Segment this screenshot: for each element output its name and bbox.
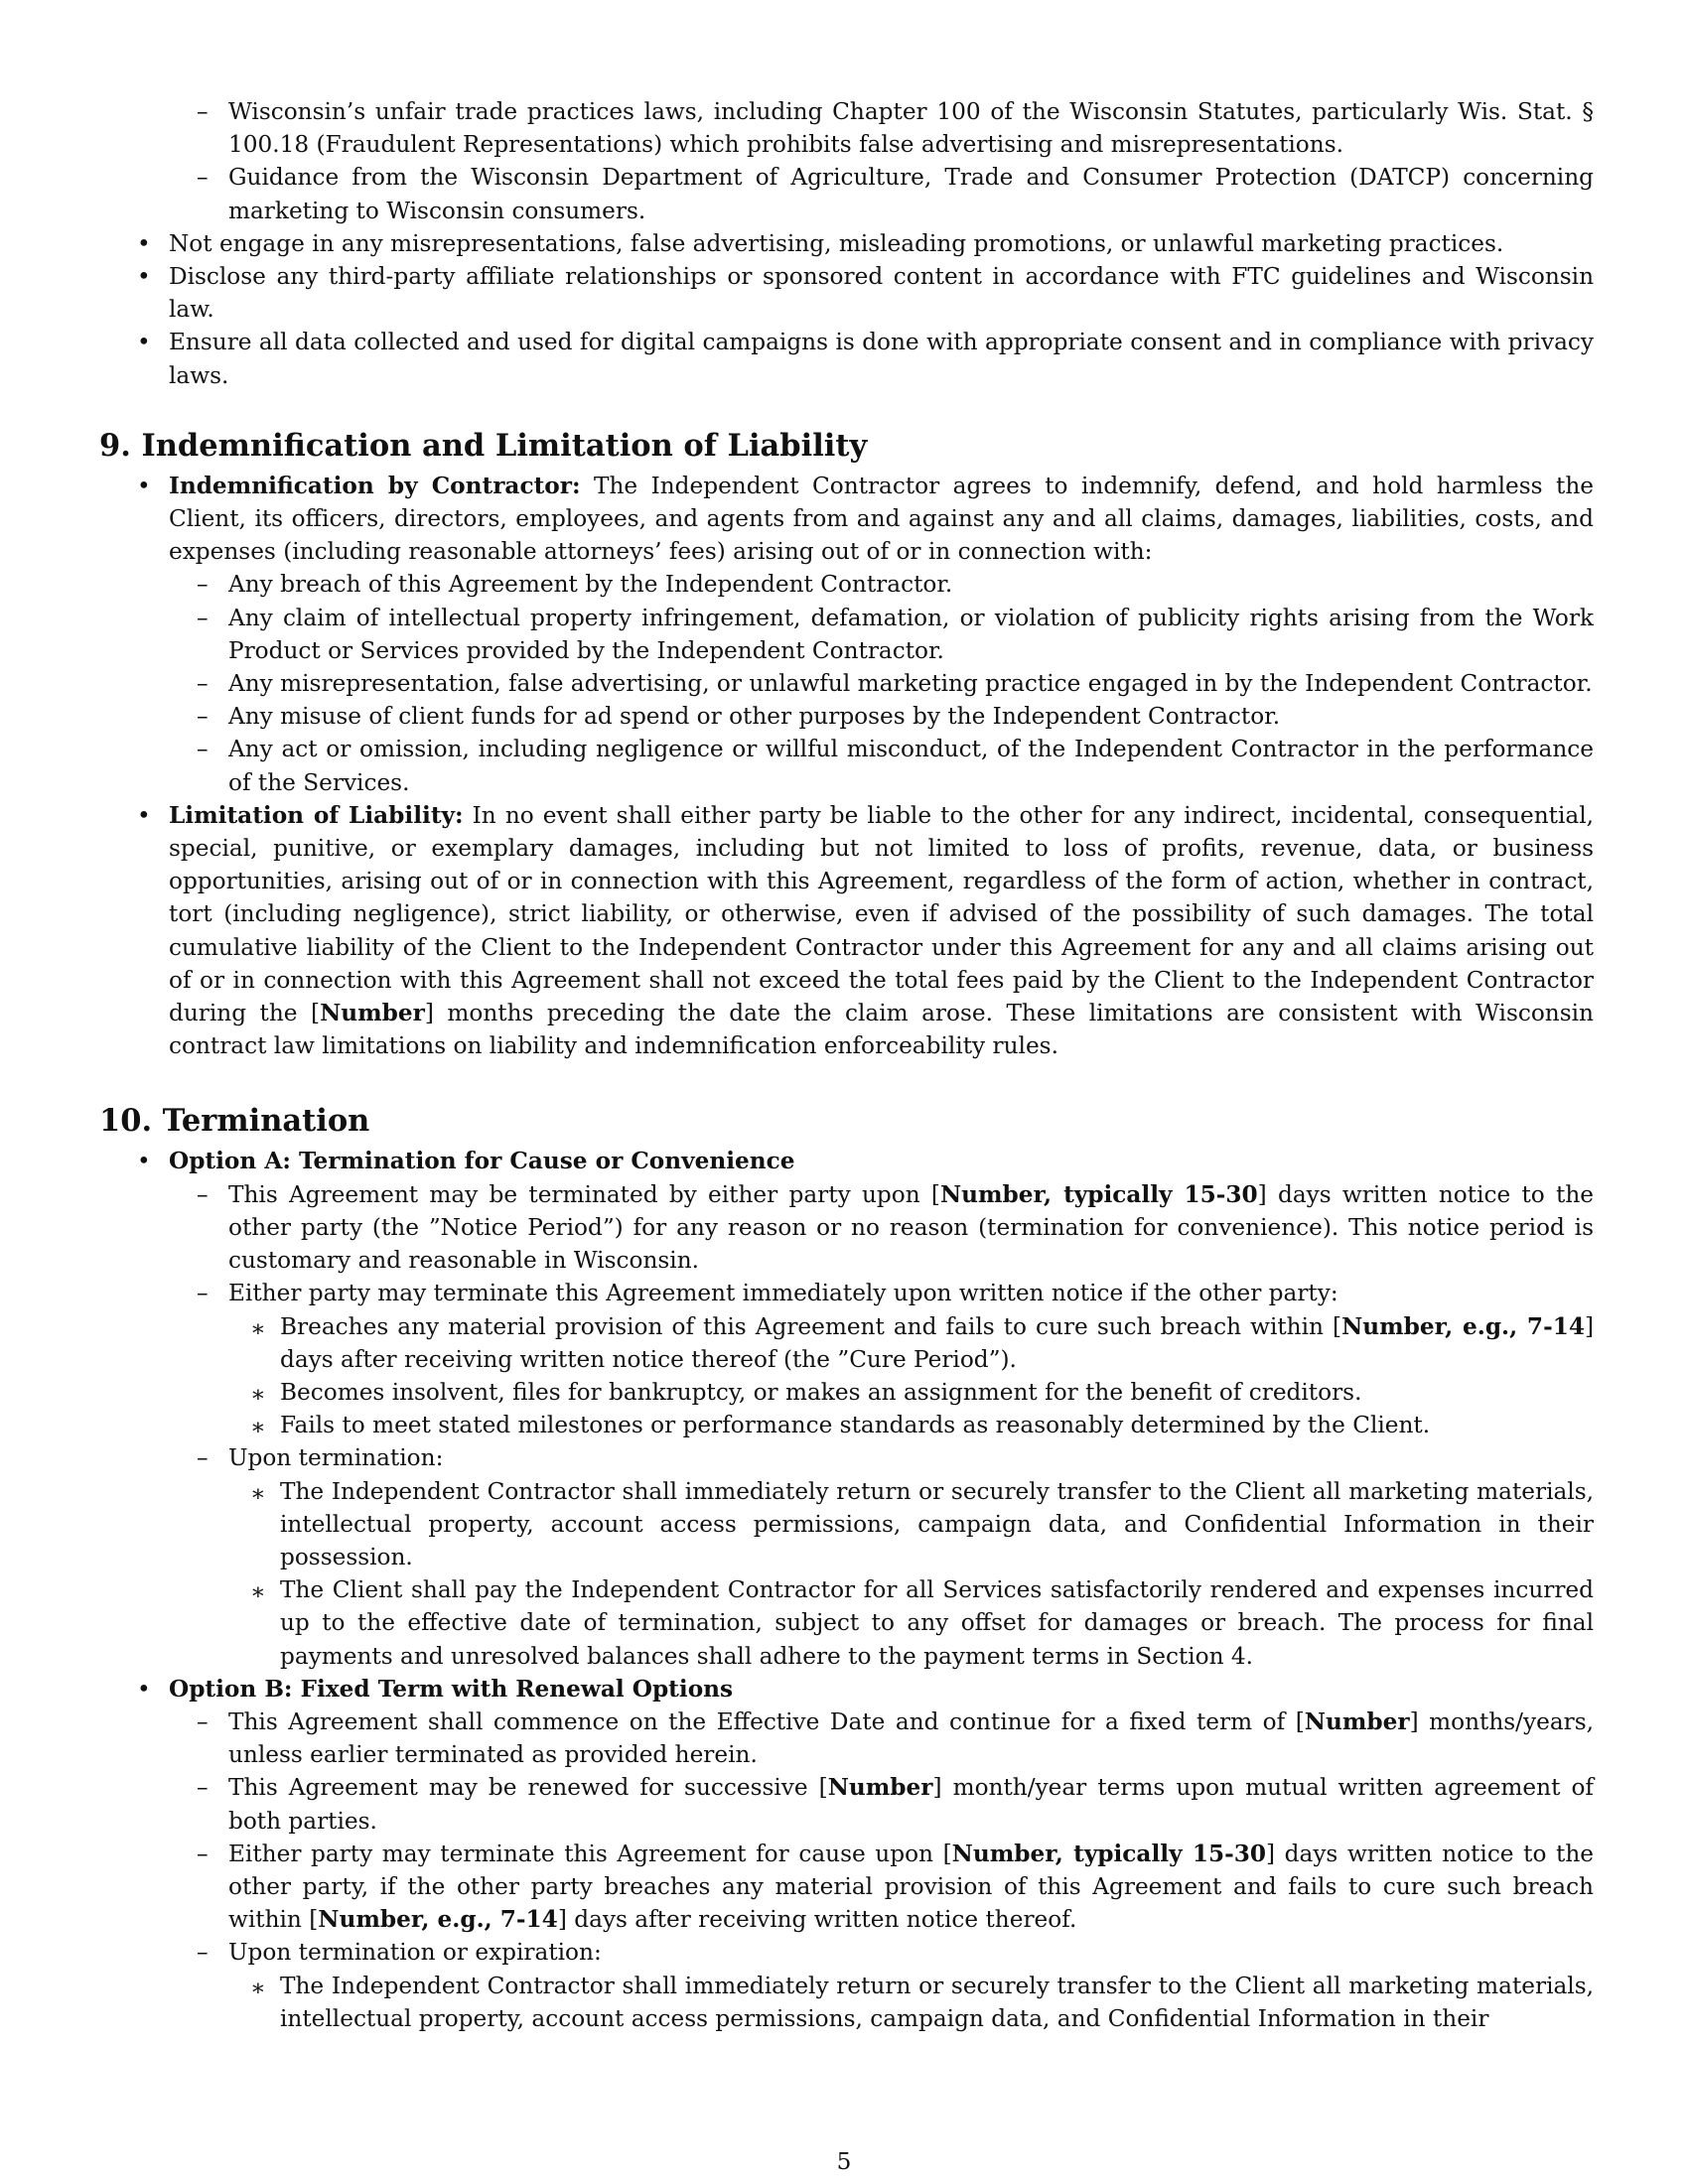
list-item: [99, 1376, 1594, 1409]
item-text-end: ] days after receiving written notice thereof (the ”Cure Period”).: [280, 1312, 1595, 1373]
indemnification-label: Indemnification by Contractor:: [169, 472, 581, 499]
dash-bullet: –: [197, 1774, 209, 1802]
item-text: This Agreement may be renewed for successive [: [228, 1774, 828, 1802]
star-bullet: ∗: [250, 1974, 266, 2001]
item-text: Any misuse of client funds for ad spend or other purposes by the Independent Contractor.: [228, 703, 1281, 731]
item-text: Guidance from the Wisconsin Department of Agriculture, Trade and Consumer Protection (DATCP) concerning marketing to Wisconsin consumers.: [228, 164, 1594, 224]
list-item: [99, 1475, 1594, 1574]
dash-bullet: –: [197, 1280, 209, 1307]
dot-bullet: •: [137, 1675, 151, 1703]
dash-bullet: –: [197, 703, 209, 731]
dot-bullet: •: [137, 229, 151, 257]
option-b-label: Option B: Fixed Term with Renewal Options: [169, 1675, 734, 1703]
page-number: 5: [836, 2148, 852, 2175]
item-text: The Independent Contractor shall immediately return or securely transfer to the Client all marketing materials, intellectual property, account access permissions, campaign data, and Confidential Information in their: [280, 1972, 1594, 2032]
limitation-item: [99, 799, 1594, 1063]
star-bullet: ∗: [250, 1314, 266, 1342]
item-text: Ensure all data collected and used for digital campaigns is done with appropriate consent and in compliance with privacy laws.: [169, 329, 1594, 389]
list-item: [99, 1409, 1594, 1441]
star-bullet: ∗: [250, 1414, 266, 1441]
list-item: [99, 1277, 1594, 1309]
item-text-end: ] months/years, unless earlier terminated as provided herein.: [228, 1707, 1594, 1769]
dash-bullet: –: [197, 1707, 209, 1735]
item-text: Any breach of this Agreement by the Independent Contractor.: [228, 571, 953, 599]
item-text-end: ] days after receiving written notice thereof.: [557, 1906, 1077, 1934]
item-text: Not engage in any misrepresentations, false advertising, misleading promotions, or unlawful marketing practices.: [169, 229, 1504, 257]
placeholder-number: Number, e.g., 7-14: [1341, 1312, 1585, 1340]
item-text: Upon termination or expiration:: [228, 1939, 602, 1967]
item-text: Any claim of intellectual property infringement, defamation, or violation of publicity rights arising from the Work Product or Services provided by the Independent Contractor.: [228, 604, 1594, 664]
list-item: [99, 260, 1594, 326]
dash-bullet: –: [197, 1444, 209, 1472]
item-text-end: ] days written notice to the other party (the ”Notice Period”) for any reason or no reason (termination for convenience). This notice period is customary and reasonable in Wisconsin.: [228, 1180, 1594, 1275]
section-9-heading: 9. Indemnification and Limitation of Liability: [99, 427, 868, 464]
item-text: This Agreement shall commence on the Effective Date and continue for a fixed term of [: [228, 1707, 1305, 1735]
dash-bullet: –: [197, 1180, 209, 1208]
placeholder-number: Number, e.g., 7-14: [318, 1906, 558, 1934]
list-item: [99, 1970, 1594, 2035]
list-item: [99, 602, 1594, 667]
list-item: [99, 227, 1594, 260]
option-b-item: [99, 1673, 1594, 1706]
list-item: [99, 733, 1594, 798]
placeholder-number: Number: [827, 1774, 933, 1802]
dash-bullet: –: [197, 736, 209, 763]
dot-bullet: •: [137, 329, 151, 356]
list-item: [99, 1838, 1594, 1937]
item-text-end: ] month/year terms upon mutual written agreement of both parties.: [228, 1774, 1594, 1835]
item-text-mid: ] days written notice to the other party, if the other party breaches any material provision of this Agreement and fails to cure such breach within [: [228, 1840, 1594, 1934]
item-text: Fails to meet stated milestones or performance standards as reasonably determined by the Client.: [280, 1412, 1431, 1439]
dot-bullet: •: [137, 263, 151, 291]
placeholder-number: Number, typically 15-30: [939, 1180, 1258, 1208]
dash-bullet: –: [197, 604, 209, 631]
option-a-label: Option A: Termination for Cause or Convenience: [169, 1148, 795, 1175]
dash-bullet: –: [197, 164, 209, 192]
star-bullet: ∗: [250, 1578, 266, 1606]
item-text: Either party may terminate this Agreement immediately upon written notice if the other party:: [228, 1280, 1338, 1307]
list-item: [99, 1441, 1594, 1474]
dot-bullet: •: [137, 801, 151, 829]
item-text: This Agreement may be terminated by either party upon [: [228, 1180, 940, 1208]
item-text: Any misrepresentation, false advertising, or unlawful marketing practice engaged in by the Independent Contractor.: [228, 670, 1593, 698]
item-text: Any act or omission, including negligence or willful misconduct, of the Independent Contractor in the performance of the Services.: [228, 736, 1594, 796]
item-text: The Client shall pay the Independent Contractor for all Services satisfactorily rendered and expenses incurred up to the effective date of termination, subject to any offset for damages or breach. The process for final payments and unresolved balances shall adhere to the payment terms in Section 4.: [280, 1576, 1594, 1670]
list-item: [99, 700, 1594, 733]
list-item: [99, 1310, 1594, 1376]
limitation-text-end: ] months preceding the date the claim arose. These limitations are consistent with Wisconsin contract law limitations on liability and indemnification enforceability rules.: [169, 1000, 1594, 1060]
option-a-item: [99, 1145, 1594, 1177]
list-item: [99, 1771, 1594, 1837]
limitation-label: Limitation of Liability:: [169, 801, 464, 829]
document-page: [99, 95, 1594, 2035]
placeholder-number: Number: [1304, 1707, 1410, 1735]
dot-bullet: •: [137, 472, 151, 499]
section-10-heading: 10. Termination: [99, 1103, 370, 1140]
limitation-text: In no event shall either party be liable to the other for any indirect, incidental, consequential, special, punitive, or exemplary damages, including but not limited to loss of profits, revenue, data, or business opportunities, arising out of or in connection with this Agreement, regardless of the form of action, whether in contract, tort (including negligence), strict liability, or otherwise, even if advised of the possibility of such damages. The total cumulative liability of the Client to the Independent Contractor under this Agreement for any and all claims arising out of or in connection with this Agreement shall not exceed the total fees paid by the Client to the Independent Contractor during the [: [169, 801, 1594, 1027]
item-text: Breaches any material provision of this Agreement and fails to cure such breach within [: [280, 1312, 1342, 1340]
list-item: [99, 1706, 1594, 1771]
item-text: Wisconsin’s unfair trade practices laws, including Chapter 100 of the Wisconsin Statutes, particularly Wis. Stat. § 100.18 (Fraudulent Representations) which prohibits false advertising and misrepresentations.: [228, 98, 1594, 159]
list-item: [99, 161, 1594, 226]
item-text: The Independent Contractor shall immediately return or securely transfer to the Client all marketing materials, intellectual property, account access permissions, campaign data, and Confidential Information in their possession.: [280, 1477, 1594, 1570]
list-item: [99, 667, 1594, 700]
list-item: [99, 1178, 1594, 1278]
indemnification-item: [99, 470, 1594, 569]
list-item: [99, 1936, 1594, 1969]
list-item: [99, 568, 1594, 601]
placeholder-number: Number: [320, 1000, 425, 1027]
list-item: [99, 1573, 1594, 1673]
dash-bullet: –: [197, 98, 209, 125]
star-bullet: ∗: [250, 1479, 266, 1507]
placeholder-number: Number, typically 15-30: [951, 1840, 1267, 1867]
dash-bullet: –: [197, 670, 209, 698]
star-bullet: ∗: [250, 1380, 266, 1408]
indemnification-text: The Independent Contractor agrees to indemnify, defend, and hold harmless the Client, its officers, directors, employees, and agents from and against any and all claims, damages, liabilities, costs, and expenses (including reasonable attorneys’ fees) arising out of or in connection with:: [169, 472, 1594, 566]
dash-bullet: –: [197, 571, 209, 599]
dot-bullet: •: [137, 1148, 151, 1175]
item-text: Either party may terminate this Agreement for cause upon [: [228, 1840, 952, 1867]
list-item: [99, 326, 1594, 391]
item-text: Upon termination:: [228, 1444, 444, 1472]
list-item: [99, 95, 1594, 161]
dash-bullet: –: [197, 1939, 209, 1967]
item-text: Becomes insolvent, files for bankruptcy, or makes an assignment for the benefit of creditors.: [280, 1378, 1362, 1406]
dash-bullet: –: [197, 1840, 209, 1867]
item-text: Disclose any third-party affiliate relationships or sponsored content in accordance with FTC guidelines and Wisconsin law.: [169, 263, 1594, 324]
